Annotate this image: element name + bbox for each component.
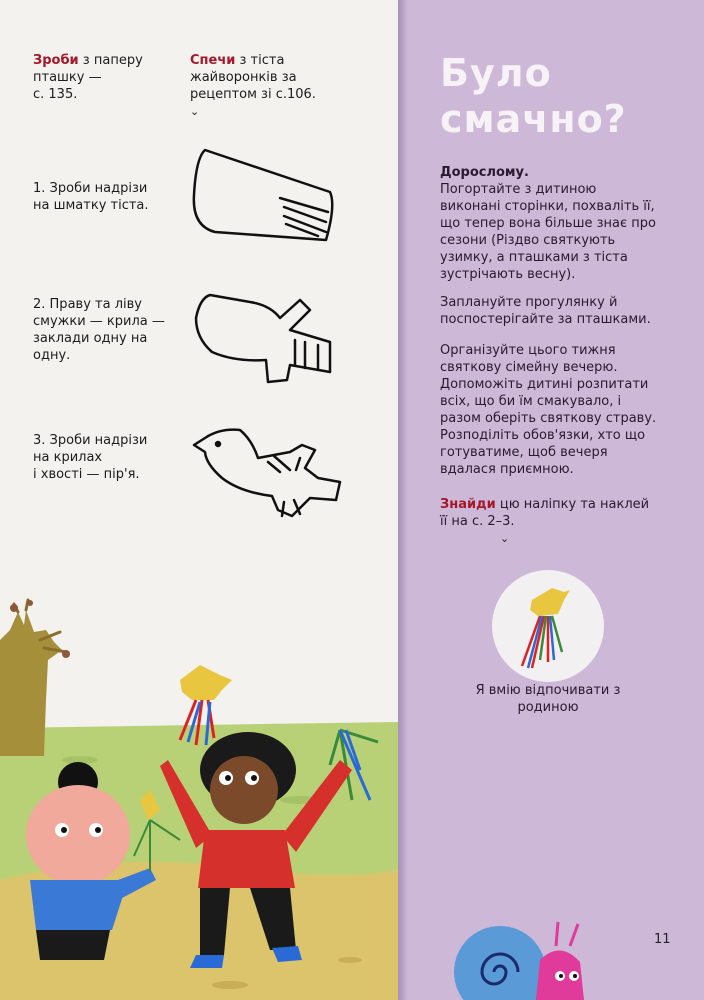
chevron-down-icon: ⌄: [190, 105, 200, 118]
paper-bird-line1: з паперу: [78, 53, 143, 68]
title-line1: Було: [440, 51, 552, 95]
bake-highlight: Спечи: [190, 53, 236, 68]
step3-line2: на крилах: [33, 450, 103, 465]
step3-line1: 3. Зроби надрізи: [33, 433, 148, 448]
sticker-bird-icon: [492, 570, 604, 682]
paper-bird-line3: с. 135.: [33, 87, 78, 102]
sticker-prompt: [440, 496, 660, 547]
sticker-caption: Я вмію відпочивати з родиною: [475, 683, 621, 715]
step1-text: [33, 180, 149, 214]
dough-step3-drawing: [194, 430, 340, 516]
dough-step2-drawing: [196, 295, 330, 382]
adult-label: Дорослому.: [440, 165, 529, 180]
step3-text: [33, 432, 147, 483]
sticker-prompt-highlight: Знайди: [440, 497, 496, 512]
step1-line1: 1. Зроби надрізи: [33, 181, 148, 196]
dough-step1-drawing: [194, 150, 332, 240]
sticker-circle: [492, 570, 604, 682]
title-line2: смачно?: [440, 97, 627, 141]
page-title: [440, 50, 627, 142]
paper-bird-highlight: Зроби: [33, 53, 79, 68]
step1-line2: на шматку тіста.: [33, 198, 149, 213]
bake-instruction: [190, 52, 316, 120]
step2-line3: заклади одну на: [33, 331, 148, 346]
paper-bird-instruction: [33, 52, 143, 103]
bake-line3: рецептом зі с.106.: [190, 87, 316, 102]
step2-line1: 2. Праву та ліву: [33, 297, 142, 312]
adult-paragraph-2: Заплануйте прогулянку й поспостерігайте за пташками.: [440, 295, 651, 327]
bake-line1: з тіста: [235, 53, 285, 68]
snail-illustration: [454, 922, 584, 1000]
sticker-prompt-rest: цю наліпку та наклей її на с. 2–3.: [440, 497, 650, 529]
chevron-down-icon: ⌄: [500, 532, 510, 545]
paper-bird-line2: пташку —: [33, 70, 102, 85]
adult-paragraph-1: Погортайте з дитиною виконані сторінки, похваліть її, що тепер вона більше знає про сезони (Різдво святкують узимку, а пташками з тіста зустрічають весну).: [440, 182, 656, 282]
adult-paragraph-3: Організуйте цього тижня святкову сімейну вечерю. Допоможіть дитині розпитати всіх, що би їм смакувало, і разом оберіть святкову страву. Розподіліть обов'язки, хто що готуватиме, щоб вечеря вдалася приємною.: [440, 343, 657, 477]
step2-line4: одну.: [33, 348, 71, 363]
step2-line2: смужки — крила —: [33, 314, 165, 329]
step2-text: [33, 296, 165, 364]
bake-line2: жайворонків за: [190, 70, 297, 85]
page-number: 11: [654, 932, 671, 947]
adult-note: [440, 164, 660, 283]
step3-line3: і хвості — пір'я.: [33, 467, 140, 482]
